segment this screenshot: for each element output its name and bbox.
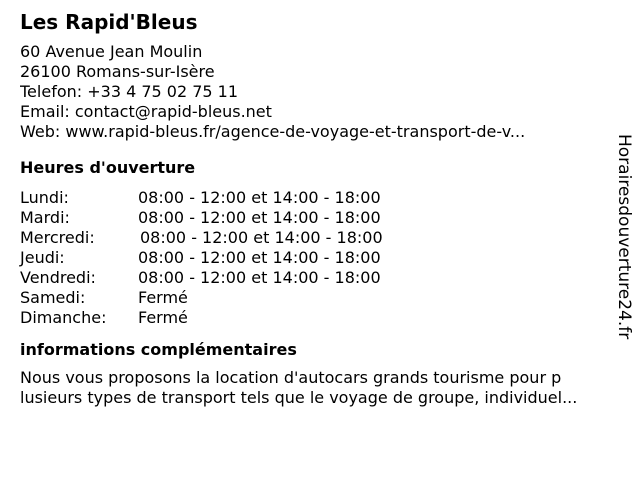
hours-day: Jeudi: <box>20 248 65 267</box>
address-city: 26100 Romans-sur-Isère <box>20 62 215 81</box>
hours-row-mardi <box>20 208 610 228</box>
hours-row-vendredi <box>20 268 610 288</box>
web-line: Web: www.rapid-bleus.fr/agence-de-voyage-et-transport-de-v... <box>20 122 526 141</box>
hours-time: 08:00 - 12:00 et 14:00 - 18:00 <box>138 268 381 287</box>
hours-day: Lundi: <box>20 188 69 207</box>
hours-row-dimanche <box>20 308 610 328</box>
hours-time: 08:00 - 12:00 et 14:00 - 18:00 <box>138 208 381 227</box>
hours-time: 08:00 - 12:00 et 14:00 - 18:00 <box>138 188 381 207</box>
hours-day: Mardi: <box>20 208 70 227</box>
hours-day: Dimanche: <box>20 308 107 327</box>
hours-time: 08:00 - 12:00 et 14:00 - 18:00 <box>138 248 381 267</box>
hours-row-mercredi <box>20 228 610 248</box>
hours-row-jeudi <box>20 248 610 268</box>
business-name: Les Rapid'Bleus <box>20 10 198 34</box>
email-line: Email: contact@rapid-bleus.net <box>20 102 272 121</box>
hours-row-lundi <box>20 188 610 208</box>
hours-time: Fermé <box>138 308 188 327</box>
hours-time: Fermé <box>138 288 188 307</box>
address-street: 60 Avenue Jean Moulin <box>20 42 203 61</box>
business-card <box>20 10 610 408</box>
hours-time: 08:00 - 12:00 et 14:00 - 18:00 <box>140 228 383 247</box>
info-heading: informations complémentaires <box>20 340 297 359</box>
hours-day: Vendredi: <box>20 268 96 287</box>
hours-table <box>20 188 610 328</box>
hours-row-samedi <box>20 288 610 308</box>
info-description-line-1: Nous vous proposons la location d'autocars grands tourisme pour p <box>20 368 562 387</box>
hours-day: Samedi: <box>20 288 86 307</box>
phone-line: Telefon: +33 4 75 02 75 11 <box>20 82 239 101</box>
site-watermark: Horairesdouverture24.fr <box>614 134 634 340</box>
info-description-line-2: lusieurs types de transport tels que le voyage de groupe, individuel... <box>20 388 578 407</box>
hours-heading: Heures d'ouverture <box>20 158 196 177</box>
hours-day: Mercredi: <box>20 228 95 247</box>
